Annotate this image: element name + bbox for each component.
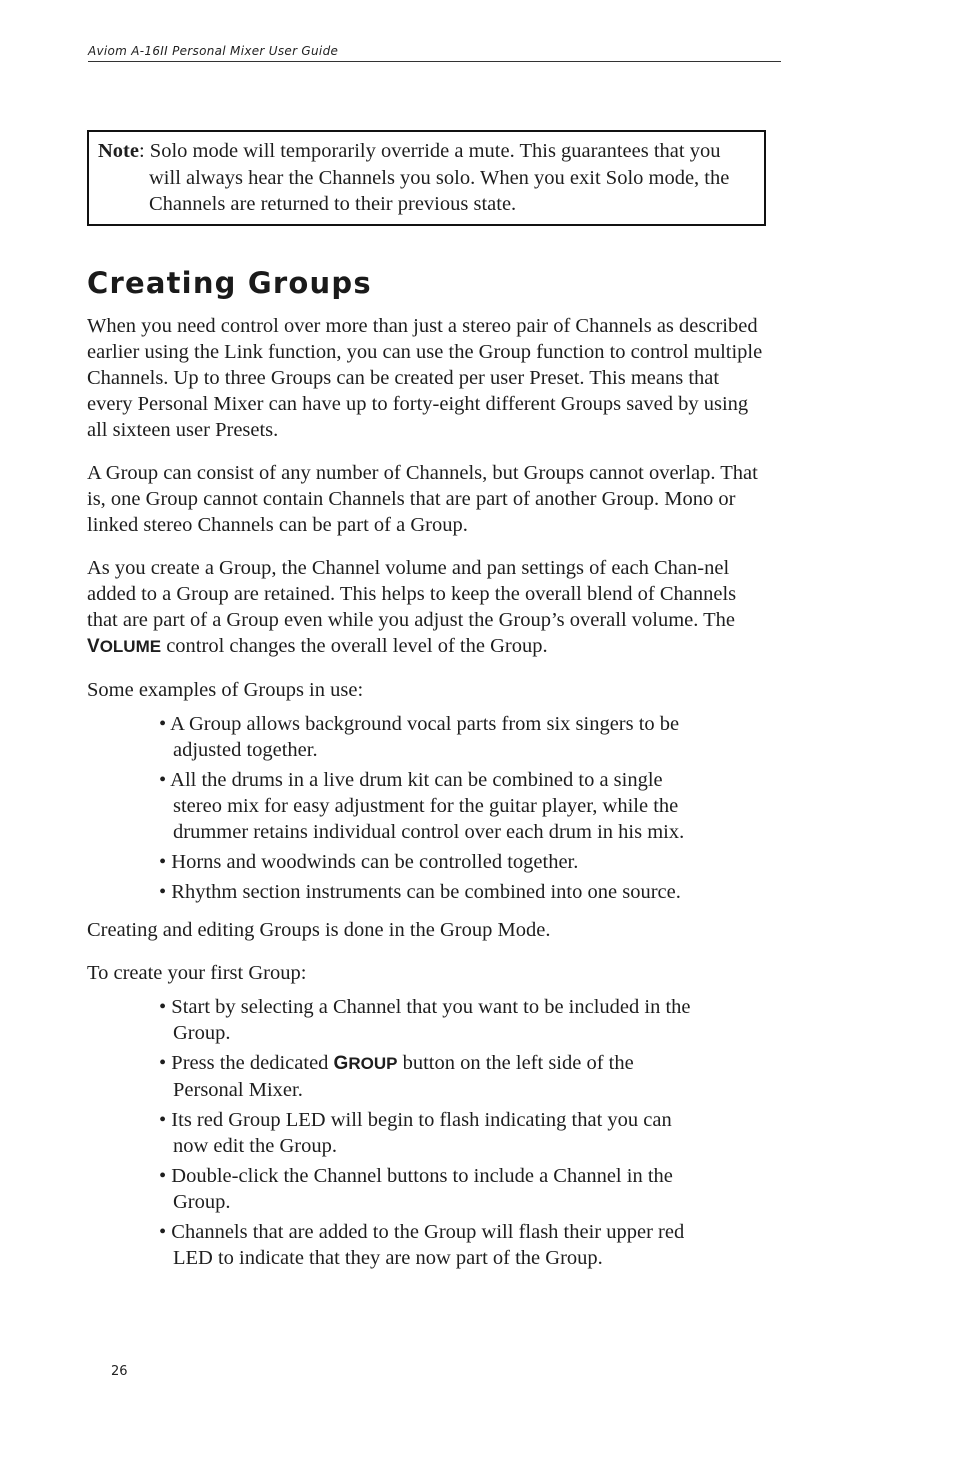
paragraph-group-function: When you need control over more than just a stereo pair of Channels as described earlier using the Link function, you can use the Group function to control multiple Channels. Up to three Groups can be created per user Preset. This means that every Personal Mixer can have up to forty-eight different Groups saved by using all sixteen user Presets. <box>87 315 763 441</box>
list-item: • Rhythm section instruments can be combined into one source. <box>159 881 681 903</box>
note-box <box>87 130 766 226</box>
section-body <box>87 313 767 1283</box>
note-text <box>98 138 755 218</box>
list-item: • Its red Group LED will begin to flash indicating that you can now edit the Group. <box>159 1109 672 1157</box>
volume-control-name <box>87 637 161 656</box>
list-item: • Horns and woodwinds can be controlled together. <box>159 851 579 873</box>
list-item <box>159 1050 699 1103</box>
para3-text-after: control changes the overall level of the Group. <box>161 635 548 657</box>
list-item: • Channels that are added to the Group will flash their upper red LED to indicate that they are now part of the Group. <box>159 1221 685 1269</box>
running-header-title: Aviom A-16II Personal Mixer User Guide <box>88 44 339 58</box>
para3-text-before: As you create a Group, the Channel volume and pan settings of each Chan-nel added to a Group are retained. This helps to keep the overall blend of Channels that are part of a Group even while you adjust the Group’s overall volume. The <box>87 557 737 631</box>
steps-intro: To create your first Group: <box>87 962 307 984</box>
group-mode-sentence: Creating and editing Groups is done in the Group Mode. <box>87 919 551 941</box>
note-label: Note <box>98 140 139 162</box>
examples-intro: Some examples of Groups in use: <box>87 679 364 701</box>
list-item: • All the drums in a live drum kit can be combined to a single stereo mix for easy adjustment for the guitar player, while the drummer retains individual control over each drum in his mix. <box>159 769 685 843</box>
steps-list <box>159 994 699 1271</box>
volume-key-cap: V <box>87 636 100 657</box>
running-header <box>88 44 781 62</box>
section-heading: Creating Groups <box>87 266 372 300</box>
list-item: • Double-click the Channel buttons to include a Channel in the Group. <box>159 1165 673 1213</box>
examples-list <box>159 711 699 905</box>
list-item: • A Group allows background vocal parts from six singers to be adjusted together. <box>159 713 680 761</box>
volume-key-rest: OLUME <box>99 637 162 656</box>
step2-text-after: button on the left side of the Personal Mixer. <box>173 1052 634 1101</box>
note-body: : Solo mode will temporarily override a mute. This guarantees that you will always hear the Channels you solo. When you exit Solo mode, the Channels are returned to their previous state. <box>138 140 730 215</box>
paragraph-group-overlap: A Group can consist of any number of Channels, but Groups cannot overlap. That is, one Group cannot contain Channels that are part of another Group. Mono or linked stereo Channels can be part of a Group. <box>87 462 758 536</box>
step2-text-before: • Press the dedicated <box>159 1052 334 1074</box>
list-item: • Start by selecting a Channel that you want to be included in the Group. <box>159 996 691 1044</box>
group-key-cap: G <box>333 1053 349 1074</box>
page-number: 26 <box>111 1364 128 1379</box>
group-button-name <box>334 1054 398 1073</box>
paragraph-group-volume <box>87 555 767 660</box>
group-key-rest: ROUP <box>348 1054 398 1073</box>
